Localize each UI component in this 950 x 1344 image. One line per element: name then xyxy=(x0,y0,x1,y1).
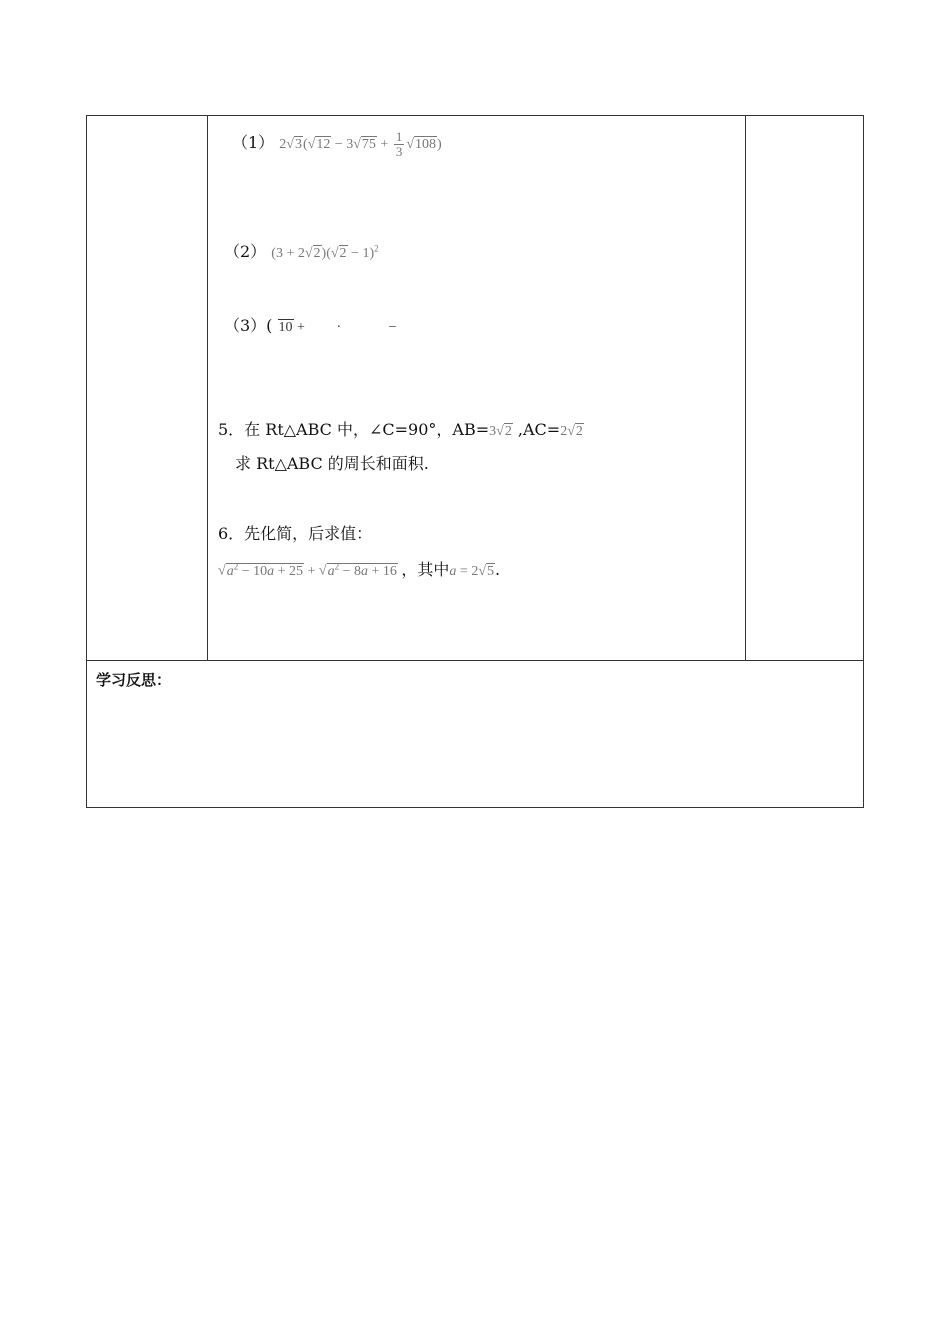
question-5-line-2: 求 Rt△ABC 的周长和面积. xyxy=(235,454,429,473)
problem-1 xyxy=(232,130,442,160)
question-5-line-1: 5．在 Rt△ABC 中，∠C=90°，AB=3√2 ,AC=2√2 xyxy=(218,420,583,439)
problem-3-expression: 10 + · − xyxy=(278,320,397,335)
problem-1-label: （1） xyxy=(232,133,275,153)
problem-2-label: （2） xyxy=(224,242,267,261)
problem-2 xyxy=(224,244,379,261)
question-6-expression: $√a^2 - 10a + 25 + √a^2 - 8a + 16$ xyxy=(218,561,397,579)
fraction-one-third: $\frac{1}{3}$ xyxy=(395,129,403,160)
exercise-cell xyxy=(208,116,746,661)
reflection-label: 学习反思： xyxy=(96,671,172,689)
question-6-line-1: 6．先化简，后求值： xyxy=(218,524,373,543)
ac-value: 2√2 xyxy=(560,424,583,439)
reflection-cell xyxy=(87,661,864,808)
problem-3 xyxy=(224,318,397,335)
worksheet-table xyxy=(86,115,864,808)
problem-3-label: （3）( xyxy=(224,316,273,335)
problem-2-expression: $(3 + 2√2)(√2 - 1)^2$ xyxy=(271,243,379,261)
problem-1-expression: 2√3(√12 − 3√75 + $\frac{1}{3}$ √108) xyxy=(279,129,442,160)
condition-expression: a = 2√5 xyxy=(449,564,495,579)
left-column-cell xyxy=(87,116,208,661)
right-column-cell xyxy=(746,116,864,661)
question-6-line-2: $√a^2 - 10a + 25 + √a^2 - 8a + 16$ ，其中a = 2√5. xyxy=(218,560,501,579)
ab-value: 3√2 xyxy=(489,424,512,439)
